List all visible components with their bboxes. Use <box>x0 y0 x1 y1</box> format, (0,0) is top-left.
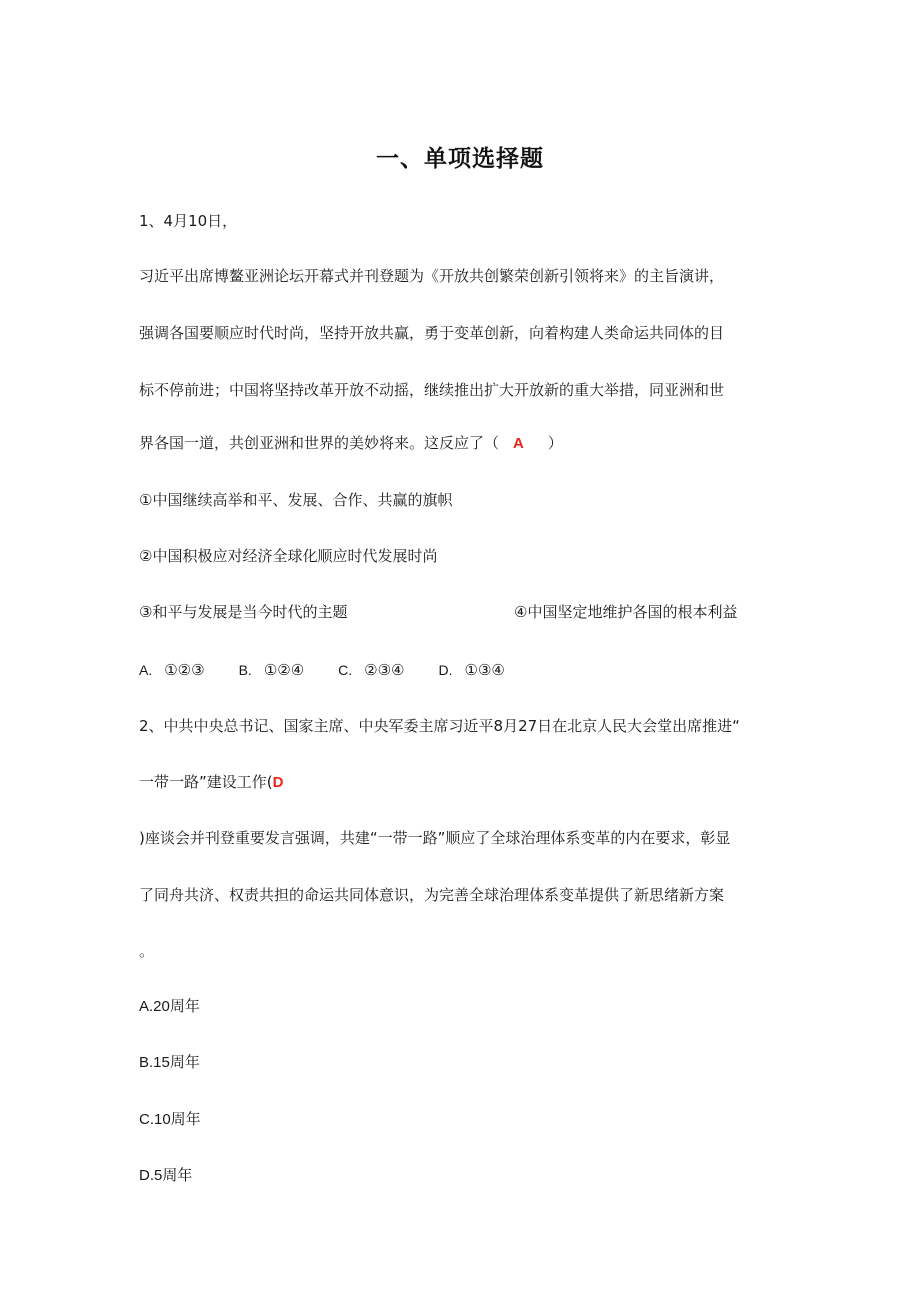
q1-stem-close: ） <box>547 434 563 452</box>
q2-option-b: B.15周年 <box>139 1054 200 1071</box>
q2-text-line-5: 。 <box>139 942 155 960</box>
q1-option-a: A. ①②③ <box>139 661 205 679</box>
q1-text-line-1: 习近平出席博鳌亚洲论坛开幕式并刊登题为《开放共创繁荣创新引领将来》的主旨演讲， <box>139 267 725 285</box>
q2-answer-mark: D <box>272 774 284 791</box>
q2-option-d: D.5周年 <box>139 1167 193 1184</box>
q1-option-b: B. ①②④ <box>238 661 305 679</box>
q1-options <box>139 659 539 681</box>
q2-stem-part: 一带一路”建设工作( <box>139 773 273 791</box>
q1-answer-mark: A <box>513 435 524 452</box>
q2-text-line-4: 了同舟共济、权责共担的命运共同体意识，为完善全球治理体系变革提供了新思绪新方案 <box>139 886 725 904</box>
q1-option-d: D. ①③④ <box>438 661 505 679</box>
q2-option-c: C.10周年 <box>139 1111 201 1128</box>
q1-statement-4: ④中国坚定地维护各国的根本利益 <box>514 603 738 621</box>
q2-option-a: A.20周年 <box>139 998 200 1015</box>
q2-text-line-1: 2、中共中央总书记、国家主席、中央军委主席习近平8月27日在北京人民大会堂出席推进“ <box>139 717 740 735</box>
q2-text-line-3: )座谈会并刊登重要发言强调，共建“一带一路”顺应了全球治理体系变革的内在要求，彰显 <box>139 829 731 847</box>
q2-text-line-2 <box>139 771 283 794</box>
q1-text-line-2: 强调各国要顺应时代时尚，坚持开放共赢，勇于变革创新，向着构建人类命运共同体的目 <box>139 324 725 342</box>
q1-text-line-4 <box>139 432 563 455</box>
q1-statement-2: ②中国积极应对经济全球化顺应时代发展时尚 <box>139 547 438 565</box>
q1-statement-1: ①中国继续高举和平、发展、合作、共赢的旗帜 <box>139 491 453 509</box>
q1-statement-3: ③和平与发展是当今时代的主题 <box>139 603 348 621</box>
q1-option-c: C. ②③④ <box>338 661 405 679</box>
section-title: 一、单项选择题 <box>376 146 544 172</box>
q1-stem-end: 界各国一道，共创亚洲和世界的美妙将来。这反应了（ <box>139 434 500 452</box>
q1-number: 1、4月10日， <box>139 212 238 230</box>
q1-text-line-3: 标不停前进；中国将坚持改革开放不动摇，继续推出扩大开放新的重大举措，同亚洲和世 <box>139 381 725 399</box>
